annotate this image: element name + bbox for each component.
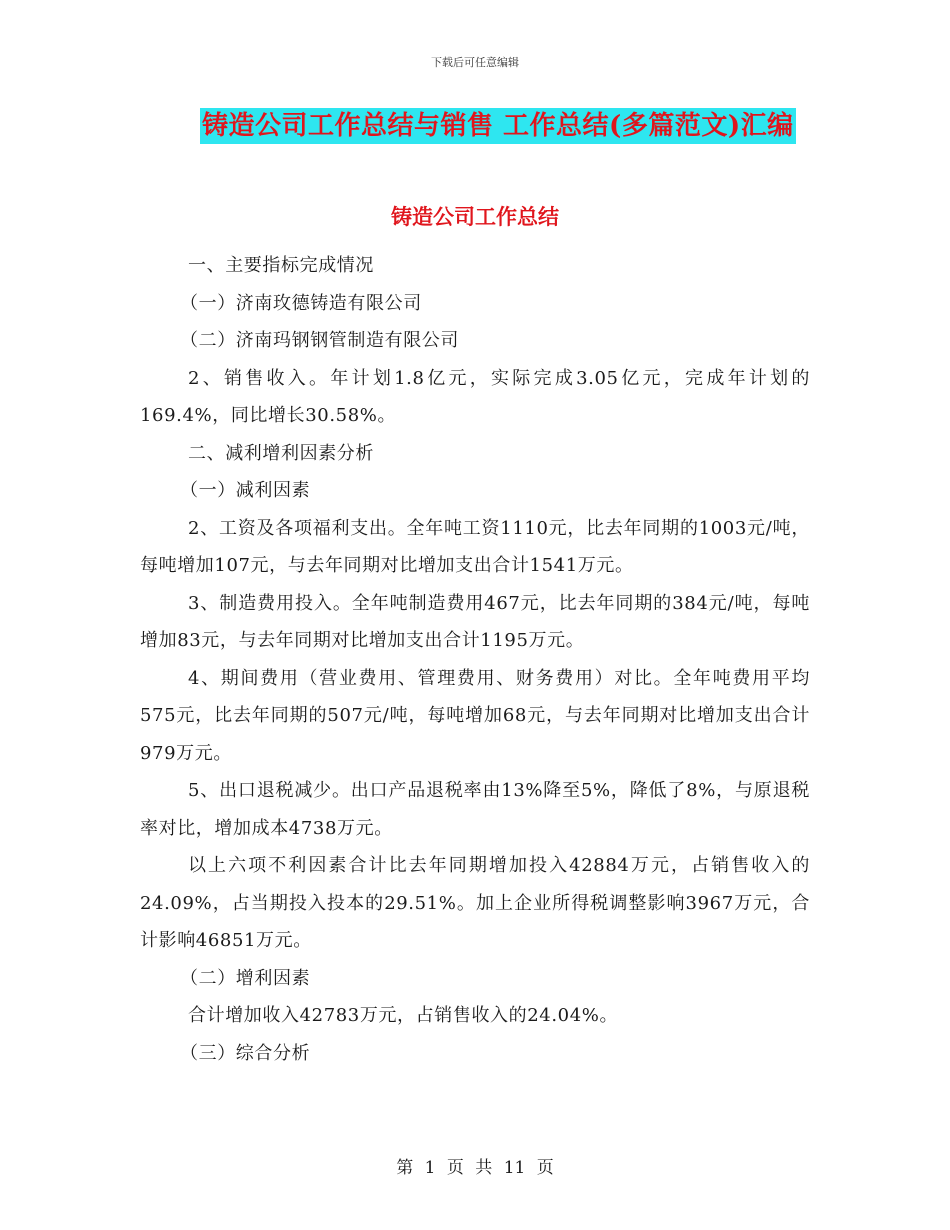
- document-body: [140, 247, 810, 1072]
- subheading-company-1: （一）济南玫德铸造有限公司: [180, 292, 422, 314]
- subheading-increasing-factors: （二）增利因素: [180, 967, 311, 989]
- subheading-company-2: （二）济南玛钢钢管制造有限公司: [180, 330, 459, 351]
- page-header-note: 下载后可任意编辑: [431, 56, 519, 69]
- paragraph-period-expenses: 4、期间费用（营业费用、管理费用、财务费用）对比。全年吨费用平均575元，比去年同期的507元/吨，每吨增加68元，与去年同期对比增加支出合计979万元。: [140, 667, 810, 764]
- subheading-reducing-factors: （一）减利因素: [180, 480, 311, 501]
- paragraph-export-rebate: 5、出口退税减少。出口产品退税率由13%降至5%，降低了8%，与原退税率对比，增加成本4738万元。: [140, 780, 810, 839]
- paragraph-manufacturing-cost: 3、制造费用投入。全年吨制造费用467元，比去年同期的384元/吨，每吨增加83元，与去年同期对比增加支出合计1195万元。: [140, 592, 810, 651]
- paragraph-sales-revenue: 2、销售收入。年计划1.8亿元，实际完成3.05亿元，完成年计划的169.4%，同比增长30.58%。: [140, 367, 810, 426]
- document-title: 铸造公司工作总结与销售 工作总结(多篇范文)汇编: [200, 108, 796, 144]
- subheading-comprehensive-analysis: （三）综合分析: [180, 1042, 311, 1064]
- paragraph-total-impact: 以上六项不利因素合计比去年同期增加投入42884万元，占销售收入的24.09%，占当期投入投本的29.51%。加上企业所得税调整影响3967万元，合计影响46851万元。: [140, 855, 810, 951]
- heading-factor-analysis: 二、减利增利因素分析: [188, 442, 374, 464]
- section-title: 铸造公司工作总结: [391, 204, 559, 229]
- paragraph-increased-income: 合计增加收入42783万元，占销售收入的24.04%。: [188, 1005, 619, 1026]
- heading-main-indicators: 一、主要指标完成情况: [188, 255, 374, 276]
- paragraph-wages: 2、工资及各项福利支出。全年吨工资1110元，比去年同期的1003元/吨，每吨增加107元，与去年同期对比增加支出合计1541万元。: [140, 517, 810, 576]
- page-footer: 第 1 页 共 11 页: [396, 1158, 554, 1178]
